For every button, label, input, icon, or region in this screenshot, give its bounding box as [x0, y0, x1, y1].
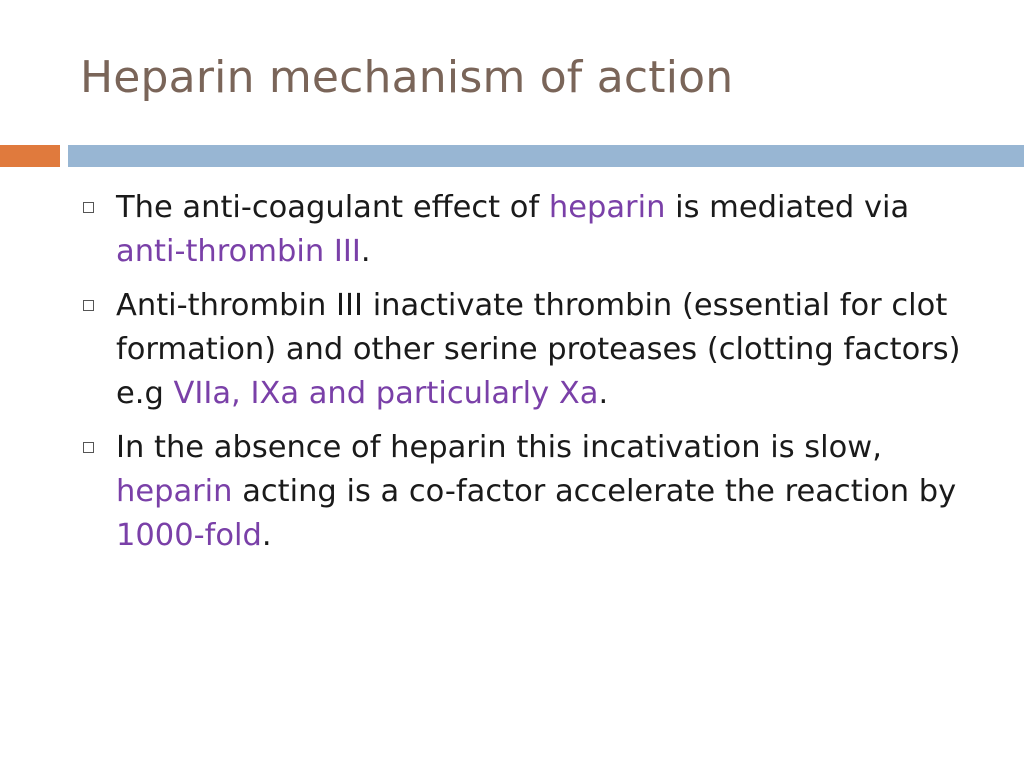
text-segment: . — [598, 376, 609, 411]
highlighted-term: VIIa, IXa and particularly Xa — [173, 376, 599, 411]
highlighted-term: anti-thrombin III — [116, 234, 361, 269]
text-segment: acting is a co-factor accelerate the reaction by — [232, 474, 957, 509]
highlighted-term: heparin — [116, 474, 233, 509]
bullet-list — [80, 186, 980, 568]
bullet-item — [80, 426, 980, 558]
bullet-text — [116, 288, 961, 411]
text-segment: In the absence of heparin this incativation is slow, — [116, 430, 882, 465]
accent-bar-orange — [0, 145, 60, 167]
highlighted-term: heparin — [548, 190, 666, 225]
text-segment: The anti-coagulant effect of — [116, 190, 549, 225]
square-bullet-icon — [83, 442, 94, 453]
accent-bar-blue — [68, 145, 1024, 167]
bullet-text — [116, 190, 909, 269]
text-segment: . — [360, 234, 371, 269]
highlighted-term: 1000-fold — [116, 518, 262, 553]
bullet-text — [116, 430, 956, 553]
bullet-item — [80, 284, 980, 416]
square-bullet-icon — [83, 202, 94, 213]
text-segment: is mediated via — [665, 190, 910, 225]
text-segment: Anti-thrombin III inactivate thrombin (essential for clot formation) and other serine proteases (clotting factors) e.g — [116, 288, 961, 411]
bullet-item — [80, 186, 980, 274]
square-bullet-icon — [83, 300, 94, 311]
slide-title: Heparin mechanism of action — [80, 52, 734, 103]
text-segment: . — [261, 518, 272, 553]
